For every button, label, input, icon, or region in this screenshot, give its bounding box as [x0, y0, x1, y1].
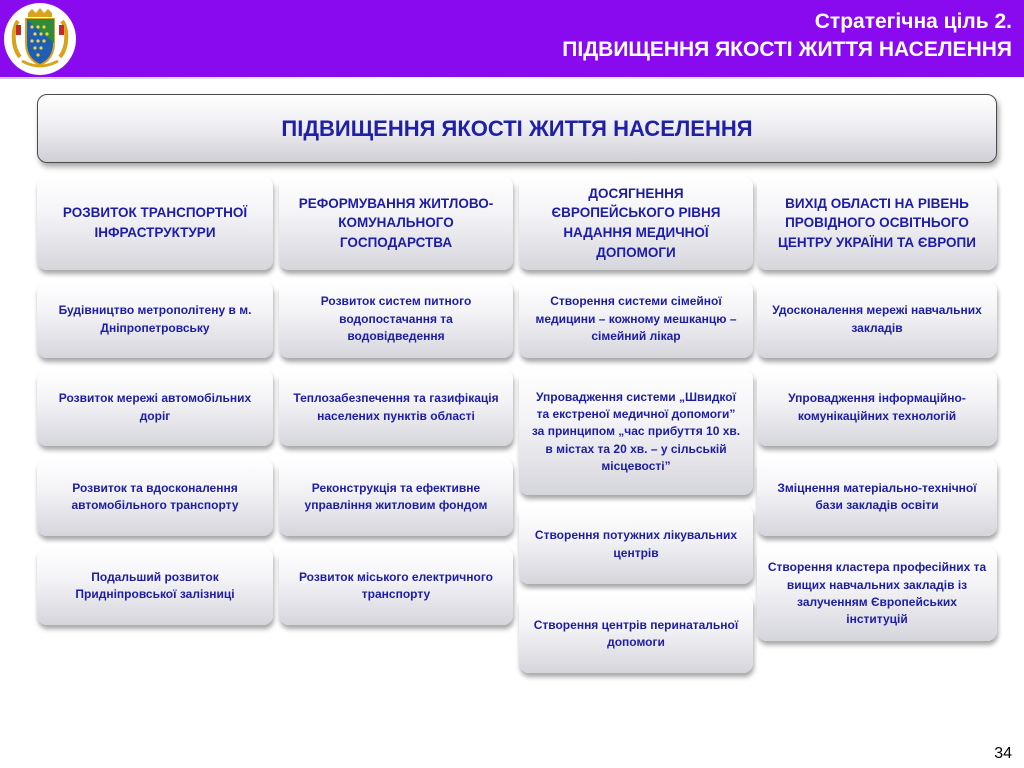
column-4-item: Створення кластера професійних та вищих навчальних закладів із залученням Європейських інституцій [757, 547, 997, 641]
column-3-item: Створення потужних лікувальних центрів [519, 505, 753, 584]
column-1-item: Розвиток та вдосконалення автомобільного транспорту [37, 458, 273, 536]
column-4-item: Упровадження інформаційно-комунікаційних технологій [757, 369, 997, 446]
column-1-item: Розвиток мережі автомобільних доріг [37, 369, 273, 446]
slide-title-line-2: ПІДВИЩЕННЯ ЯКОСТІ ЖИТТЯ НАСЕЛЕННЯ [562, 38, 1012, 61]
column-1-item: Будівництво метрополітену в м. Дніпропетровську [37, 281, 273, 358]
column-3-item: Упровадження системи „Швидкої та екстреної медичної допомоги” за принципом „час прибуття 10 хв. в містах та 20 хв. – у сільській місцевості” [519, 369, 753, 495]
column-2-item: Теплозабезпечення та газифікація населених пунктів області [279, 369, 513, 446]
slide-title-line-1: Стратегічна ціль 2. [814, 10, 1012, 33]
slide-header [0, 0, 1024, 77]
column-4-item: Зміцнення матеріально-технічної бази закладів освіти [757, 458, 997, 536]
column-2-item: Розвиток міського електричного транспорту [279, 547, 513, 625]
column-4-item: Удосконалення мережі навчальних закладів [757, 281, 997, 358]
coat-of-arms-icon [8, 7, 72, 71]
header-divider [0, 77, 1024, 79]
column-3-item: Створення системи сімейної медицини – кожному мешканцю – сімейний лікар [519, 281, 753, 358]
page-number: 34 [994, 745, 1012, 762]
column-1-item: Подальший розвиток Придніпровської залізниці [37, 547, 273, 625]
column-4-heading: ВИХІД ОБЛАСТІ НА РІВЕНЬ ПРОВІДНОГО ОСВІТНЬОГО ЦЕНТРУ УКРАЇНИ ТА ЄВРОПИ [757, 176, 997, 270]
column-1-heading: РОЗВИТОК ТРАНСПОРТНОЇ ІНФРАСТРУКТУРИ [37, 176, 273, 270]
column-2-item: Реконструкція та ефективне управління житловим фондом [279, 458, 513, 536]
column-3-heading: ДОСЯГНЕННЯ ЄВРОПЕЙСЬКОГО РІВНЯ НАДАННЯ МЕДИЧНОЇ ДОПОМОГИ [519, 176, 753, 270]
coat-of-arms-logo [4, 3, 76, 75]
column-3-item: Створення центрів перинатальної допомоги [519, 595, 753, 673]
column-2-heading: РЕФОРМУВАННЯ ЖИТЛОВО-КОМУНАЛЬНОГО ГОСПОДАРСТВА [279, 176, 513, 270]
main-goal-banner: ПІДВИЩЕННЯ ЯКОСТІ ЖИТТЯ НАСЕЛЕННЯ [37, 94, 997, 163]
column-2-item: Розвиток систем питного водопостачання та водовідведення [279, 281, 513, 358]
